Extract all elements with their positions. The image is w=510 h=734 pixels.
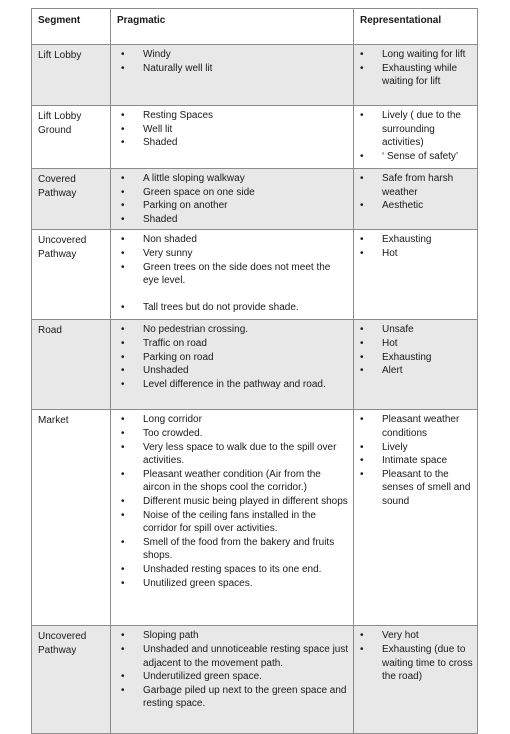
list-item: • Garbage piled up next to the green space and resting space. [117, 684, 349, 711]
segment-analysis-table [31, 8, 478, 734]
representational-cell [354, 320, 478, 410]
list-item: • Unshaded [117, 364, 349, 378]
table-row [32, 45, 478, 106]
segment-cell: Covered Pathway [32, 169, 111, 230]
pragmatic-cell [111, 45, 354, 106]
list-item: • Shaded [117, 136, 349, 150]
header-segment: Segment [32, 9, 111, 45]
segment-cell: Lift Lobby [32, 45, 111, 106]
list-item: • Level difference in the pathway and road. [117, 378, 349, 392]
list-item: • Unshaded and unnoticeable resting space just adjacent to the movement path. [117, 643, 349, 670]
table-row [32, 169, 478, 230]
header-pragmatic: Pragmatic [111, 9, 354, 45]
representational-cell [354, 410, 478, 626]
list-item: • Green trees on the side does not meet the eye level. [117, 261, 349, 288]
list-item: • Alert [360, 364, 473, 378]
list-item: • Shaded [117, 213, 349, 227]
list-item: • Unshaded resting spaces to its one end. [117, 563, 349, 577]
representational-cell [354, 45, 478, 106]
segment-cell: Lift Lobby Ground [32, 106, 111, 169]
list-item: • Very less space to walk due to the spill over activities. [117, 441, 349, 468]
list-item: • Non shaded [117, 233, 349, 247]
list-item: • Unutilized green spaces. [117, 577, 349, 591]
list-item: • Windy [117, 48, 349, 62]
list-item: • Naturally well lit [117, 62, 349, 76]
segment-cell: Market [32, 410, 111, 626]
list-item: • Very hot [360, 629, 473, 643]
list-item: • Pleasant weather condition (Air from the aircon in the shops cool the corridor.) [117, 468, 349, 495]
list-item: • Traffic on road [117, 337, 349, 351]
table-row [32, 410, 478, 626]
list-item: • ‘ Sense of safety’ [360, 150, 473, 164]
list-item: • Too crowded. [117, 427, 349, 441]
list-item: • Pleasant weather conditions [360, 413, 473, 440]
segment-cell: Uncovered Pathway [32, 230, 111, 320]
list-item: • Exhausting [360, 351, 473, 365]
list-item: • Well lit [117, 123, 349, 137]
header-representational: Representational [354, 9, 478, 45]
list-item: • Hot [360, 337, 473, 351]
list-item: • Aesthetic [360, 199, 473, 213]
list-item: • Resting Spaces [117, 109, 349, 123]
representational-cell [354, 626, 478, 734]
list-item: • Tall trees but do not provide shade. [117, 301, 349, 315]
list-item: • Exhausting (due to waiting time to cross the road) [360, 643, 473, 684]
list-item: • Different music being played in different shops [117, 495, 349, 509]
list-item: • Hot [360, 247, 473, 261]
list-item: • Green space on one side [117, 186, 349, 200]
representational-cell [354, 106, 478, 169]
list-item: • Lively [360, 441, 473, 455]
pragmatic-cell [111, 169, 354, 230]
list-item: • Underutilized green space. [117, 670, 349, 684]
list-item: • Exhausting [360, 233, 473, 247]
list-item: • Lively ( due to the surrounding activities) [360, 109, 473, 150]
pragmatic-cell [111, 106, 354, 169]
segment-cell: Uncovered Pathway [32, 626, 111, 734]
table-row [32, 320, 478, 410]
segment-cell: Road [32, 320, 111, 410]
list-item: • No pedestrian crossing. [117, 323, 349, 337]
list-item: • Parking on road [117, 351, 349, 365]
list-item: • A little sloping walkway [117, 172, 349, 186]
list-item: • Smell of the food from the bakery and fruits shops. [117, 536, 349, 563]
table-row [32, 230, 478, 320]
pragmatic-cell [111, 626, 354, 734]
table-header-row [32, 9, 478, 45]
pragmatic-cell [111, 230, 354, 320]
list-item: • Long corridor [117, 413, 349, 427]
table-row [32, 106, 478, 169]
list-item: • Long waiting for lift [360, 48, 473, 62]
pragmatic-cell [111, 410, 354, 626]
list-item: • Noise of the ceiling fans installed in the corridor for spill over activities. [117, 509, 349, 536]
representational-cell [354, 230, 478, 320]
pragmatic-cell [111, 320, 354, 410]
list-item: • Sloping path [117, 629, 349, 643]
table-row [32, 626, 478, 734]
list-item: • Parking on another [117, 199, 349, 213]
list-item: • Pleasant to the senses of smell and sound [360, 468, 473, 509]
list-item: • Safe from harsh weather [360, 172, 473, 199]
representational-cell [354, 169, 478, 230]
list-item: • Exhausting while waiting for lift [360, 62, 473, 89]
list-item: • Intimate space [360, 454, 473, 468]
list-item: • Unsafe [360, 323, 473, 337]
list-item: • Very sunny [117, 247, 349, 261]
